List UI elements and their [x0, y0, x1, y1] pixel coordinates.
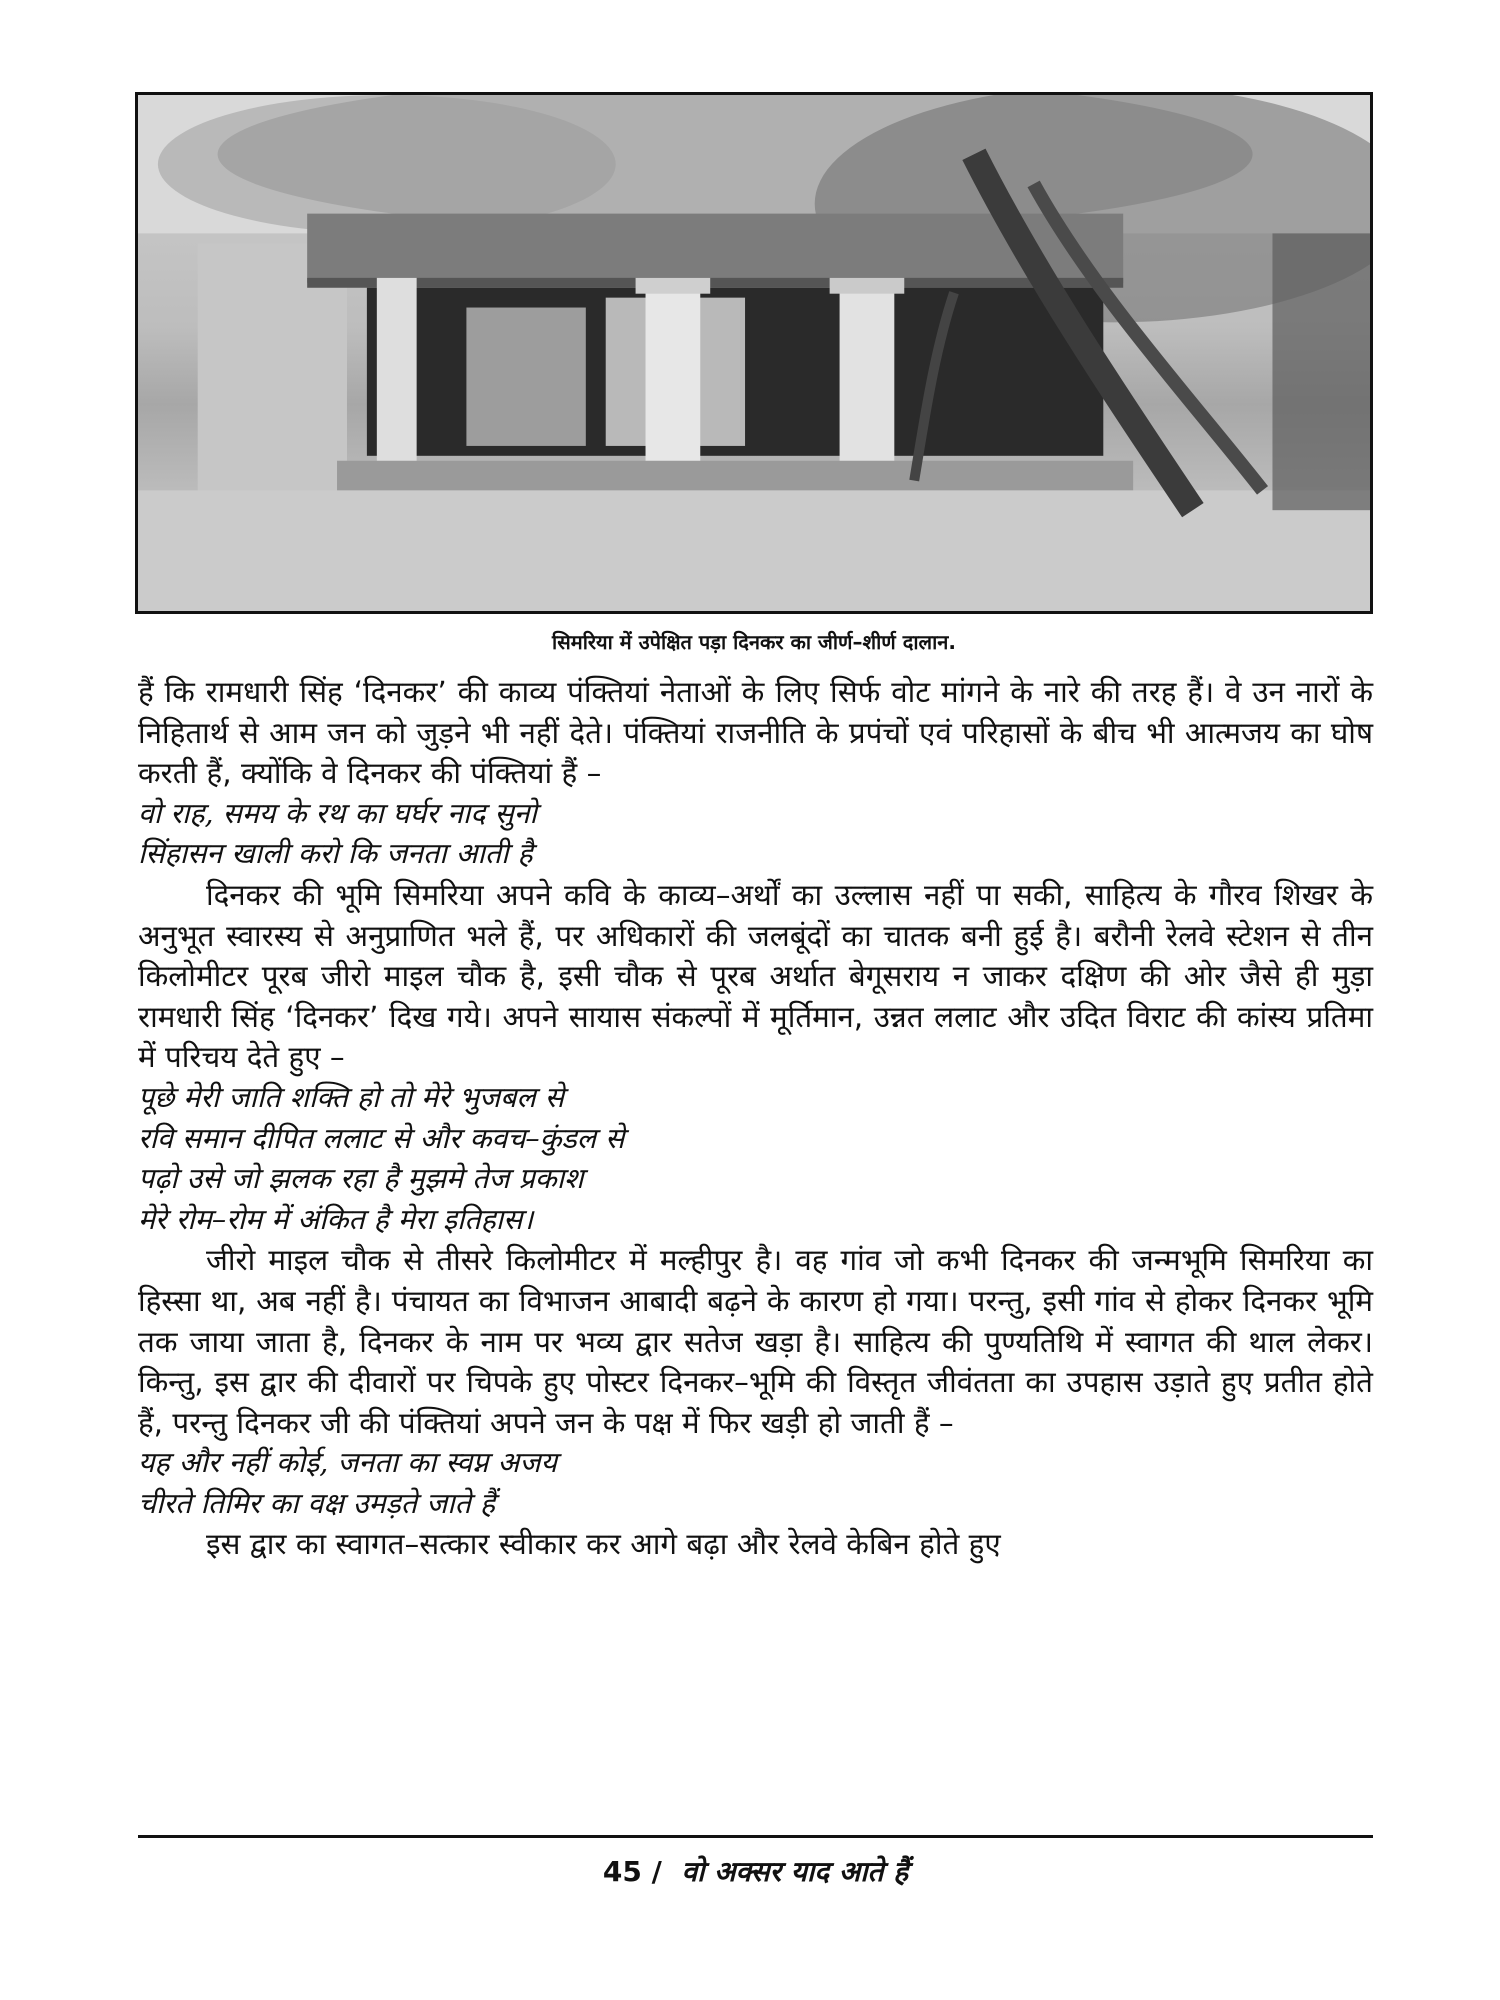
paragraph: हैं कि रामधारी सिंह ‘दिनकर’ की काव्य पंक्तियां नेताओं के लिए सिर्फ वोट मांगने के नारे की तरह हैं। वे उन नारों के निहितार्थ से आम जन को जुड़ने भी नहीं देते। पंक्तियां राजनीति के प्रपंचों एवं परिहासों के बीच भी आत्मजय का घोष करती हैं, क्योंकि वे दिनकर की पंक्तियां हैं – — [138, 675, 1373, 791]
verse-line: चीरते तिमिर का वक्ष उमड़ते जाते हैं — [138, 1486, 496, 1520]
verse-line: पढ़ो उसे जो झलक रहा है मुझमे तेज प्रकाश — [138, 1162, 584, 1196]
paragraph: जीरो माइल चौक से तीसरे किलोमीटर में मल्हीपुर है। वह गांव जो कभी दिनकर की जन्मभूमि सिमरिया का हिस्सा था, अब नहीं है। पंचायत का विभाजन आबादी बढ़ने के कारण हो गया। परन्तु, इसी गांव से होकर दिनकर भूमि तक जाया जाता है, दिनकर के नाम पर भव्य द्वार सतेज खड़ा है। साहित्य की पुण्यतिथि में स्वागत की थाल लेकर। किन्तु, इस द्वार की दीवारों पर चिपके हुए पोस्टर दिनकर–भूमि की विस्तृत जीवंतता का उपहास उड़ाते हुए प्रतीत होते हैं, परन्तु दिनकर जी की पंक्तियां अपने जन के पक्ष में फिर खड़ी हो जाती हैं – — [138, 1243, 1373, 1440]
paragraph: दिनकर की भूमि सिमरिया अपने कवि के काव्य–अर्थों का उल्लास नहीं पा सकी, साहित्य के गौरव शिखर के अनुभूत स्वारस्य से अनुप्राणित भले हैं, पर अधिकारों की जलबूंदों का चातक बनी हुई है। बरौनी रेलवे स्टेशन से तीन किलोमीटर पूरब जीरो माइल चौक है, इसी चौक से पूरब अर्थात बेगूसराय न जाकर दक्षिण की ओर जैसे ही मुड़ा रामधारी सिंह ‘दिनकर’ दिख गये। अपने सायास संकल्पों में मूर्तिमान, उन्नत ललाट और उदित विराट की कांस्य प्रतिमा में परिचय देते हुए – — [138, 877, 1373, 1075]
article-body — [138, 672, 1373, 1565]
verse-line: यह और नहीं कोई, जनता का स्वप्न अजय — [138, 1446, 558, 1480]
footer-divider — [138, 1835, 1373, 1838]
footer-separator: / — [651, 1855, 662, 1888]
verse-line: वो राह, समय के रथ का घर्घर नाद सुनो — [138, 796, 537, 830]
book-title: वो अक्सर याद आते हैं — [681, 1855, 909, 1888]
verse-line: मेरे रोम–रोम में अंकित है मेरा इतिहास। — [138, 1202, 534, 1236]
page-number: 45 — [602, 1855, 642, 1888]
verse-line: रवि समान दीपित ललाट से और कवच–कुंडल से — [138, 1121, 625, 1155]
paragraph: इस द्वार का स्वागत–सत्कार स्वीकार कर आगे बढ़ा और रेलवे केबिन होते हुए — [206, 1527, 1001, 1562]
photo-caption: सिमरिया में उपेक्षित पड़ा दिनकर का जीर्ण–शीर्ण दालान. — [552, 630, 956, 654]
photo-illustration — [138, 95, 1370, 611]
photograph-old-veranda — [135, 92, 1373, 614]
page-footer — [138, 1852, 1373, 1890]
verse-line: सिंहासन खाली करो कि जनता आती है — [138, 837, 533, 871]
verse-line: पूछे मेरी जाति शक्ति हो तो मेरे भुजबल से — [138, 1080, 565, 1114]
